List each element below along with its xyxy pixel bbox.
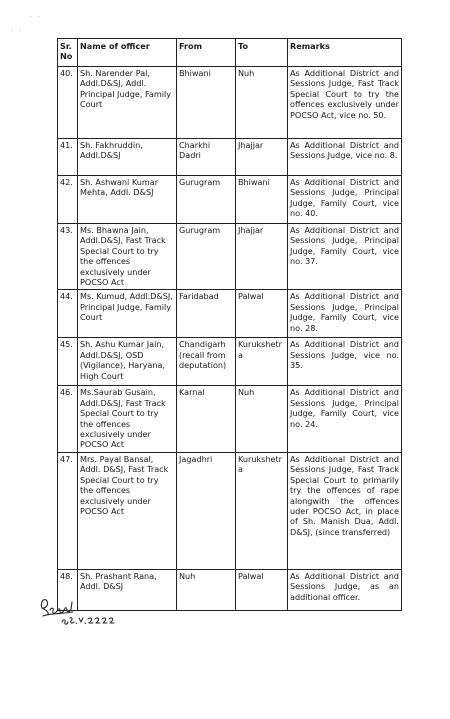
cell-from: Karnal [177,386,236,452]
table-row [58,386,402,452]
cell-name: Sh. Ashwani Kumar Mehta, Addl. D&SJ [78,176,177,224]
header-to: To [236,39,288,67]
cell-name: Ms.Saurab Gusain, Addl.D&SJ, Fast Track Special Court to try the offences exclusively under POCSO Act [78,386,177,452]
cell-remarks: As Additional District and Sessions Judge, Fast Track Special Court to try the offences exclusively under POCSO Act, vice no. 50. [288,67,402,139]
cell-remarks: As Additional District and Sessions Judge, Principal Judge, Family Court, vice no. 37. [288,224,402,290]
cell-remarks: As Additional District and Sessions Judge, Principal Judge, Family Court, vice no. 40. [288,176,402,224]
cell-to: Jhajjar [236,139,288,176]
cell-name: Sh. Fakhruddin, Addl.D&SJ [78,139,177,176]
table-row [58,290,402,338]
transfer-table [57,38,402,611]
cell-to: Nuh [236,386,288,452]
cell-remarks: As Additional District and Sessions Judge, as an additional officer. [288,569,402,610]
cell-from: Jagadhri [177,452,236,569]
cell-sr: 48. [58,569,78,610]
cell-remarks: As Additional District and Sessions Judge, Principal Judge, Family Court, vice no. 24. [288,386,402,452]
table-header-row [58,39,402,67]
cell-sr: 45. [58,338,78,386]
cell-to: Nuh [236,67,288,139]
table-row [58,224,402,290]
cell-from: Bhiwani [177,67,236,139]
cell-name: Ms. Bhawna Jain, Addl.D&SJ, Fast Track Special Court to try the offences exclusively under POCSO Act [78,224,177,290]
cell-sr: 44. [58,290,78,338]
cell-to: Palwal [236,290,288,338]
cell-sr: 46. [58,386,78,452]
table-row [58,338,402,386]
cell-remarks: As Additional District and Sessions Judge, vice no. 35. [288,338,402,386]
header-name: Name of officer [78,39,177,67]
cell-remarks: As Additional District and Sessions Judge, Principal Judge, Family Court, vice no. 28. [288,290,402,338]
cell-to: Bhiwani [236,176,288,224]
cell-from: Gurugram [177,176,236,224]
handwritten-signature [36,594,126,628]
cell-name: Sh. Narender Pal, Addl.D&SJ, Addl. Principal Judge, Family Court [78,67,177,139]
cell-to: Palwal [236,569,288,610]
cell-from: Chandigarh (recall from deputation) [177,338,236,386]
cell-remarks: As Additional District and Sessions Judge, vice no. 8. [288,139,402,176]
cell-from: Nuh [177,569,236,610]
cell-sr: 47. [58,452,78,569]
cell-from: Gurugram [177,224,236,290]
cell-name: Sh. Prashant Rana, Addl. D&SJ [78,569,177,610]
header-remarks: Remarks [288,39,402,67]
scan-speck-top: · · [30,14,42,21]
cell-sr: 43. [58,224,78,290]
scan-speck-left: · · [11,28,23,35]
cell-name: Ms. Kumud, Addl.D&SJ, Principal Judge, Family Court [78,290,177,338]
cell-name: Mrs. Payal Bansal, Addl. D&SJ, Fast Track Special Court to try the offences exclusively under POCSO Act [78,452,177,569]
table-row [58,139,402,176]
cell-name: Sh. Ashu Kumar Jain, Addl.D&SJ, OSD (Vigilance), Haryana, High Court [78,338,177,386]
table-row [58,67,402,139]
header-from: From [177,39,236,67]
table-row [58,452,402,569]
cell-to: Kurukshetra [236,338,288,386]
cell-remarks: As Additional District and Sessions Judge, Fast Track Special Court to primarily try the offences of rape alongwith the offences uder POCSO Act, in place of Sh. Manish Dua, Addl. D&SJ, (since transferred) [288,452,402,569]
table-row [58,176,402,224]
cell-to: Jhajjar [236,224,288,290]
cell-sr: 42. [58,176,78,224]
cell-sr: 40. [58,67,78,139]
cell-from: Faridabad [177,290,236,338]
cell-to: Kurukshetra [236,452,288,569]
cell-from: Charkhi Dadri [177,139,236,176]
header-sr-no: Sr. No [58,39,78,67]
cell-sr: 41. [58,139,78,176]
